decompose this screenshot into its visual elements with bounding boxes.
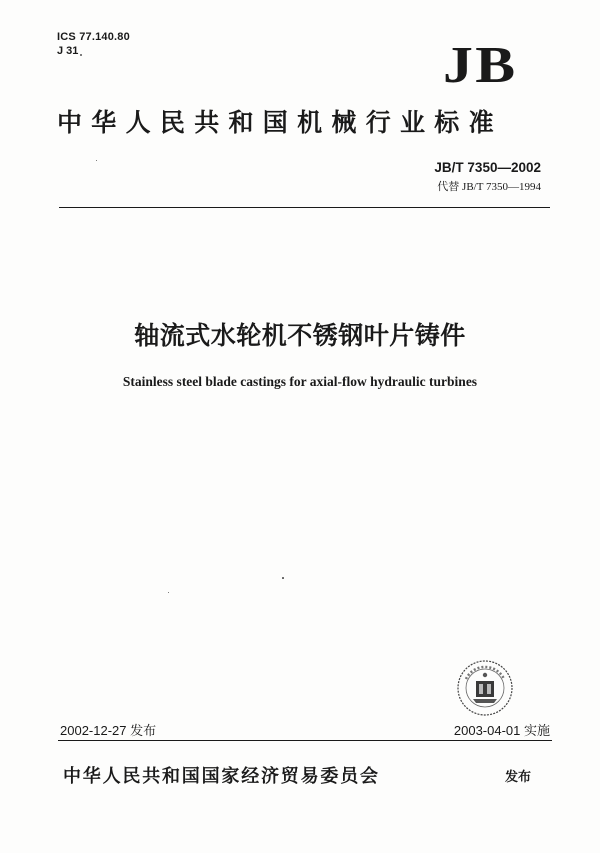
standard-number: JB/T 7350—2002 — [434, 160, 541, 175]
scan-speck — [282, 577, 284, 579]
top-divider — [59, 207, 550, 208]
scan-speck — [80, 54, 82, 56]
standard-type-heading: 中华人民共和国机械行业标准 — [57, 108, 503, 137]
ics-code: ICS 77.140.80 — [57, 31, 130, 43]
title-english: Stainless steel blade castings for axial-flow hydraulic turbines — [122, 374, 478, 389]
implementation-date: 2003-04-01 实施 — [453, 723, 550, 738]
issuing-authority: 中华人民共和国国家经济贸易委员会 — [63, 766, 380, 787]
ccs-code: J 31 — [57, 45, 79, 57]
replaces-standard: 代替 JB/T 7350—1994 — [437, 181, 541, 193]
scan-speck — [96, 160, 97, 161]
bottom-divider — [58, 740, 552, 741]
issue-date: 2002-12-27 发布 — [60, 723, 157, 738]
scan-speck — [168, 592, 169, 593]
issuer-suffix: 发布 — [505, 770, 532, 785]
title-chinese: 轴流式水轮机不锈钢叶片铸件 — [134, 321, 466, 350]
jb-logo: JB — [443, 37, 518, 94]
publisher-seal-icon — [456, 659, 514, 717]
